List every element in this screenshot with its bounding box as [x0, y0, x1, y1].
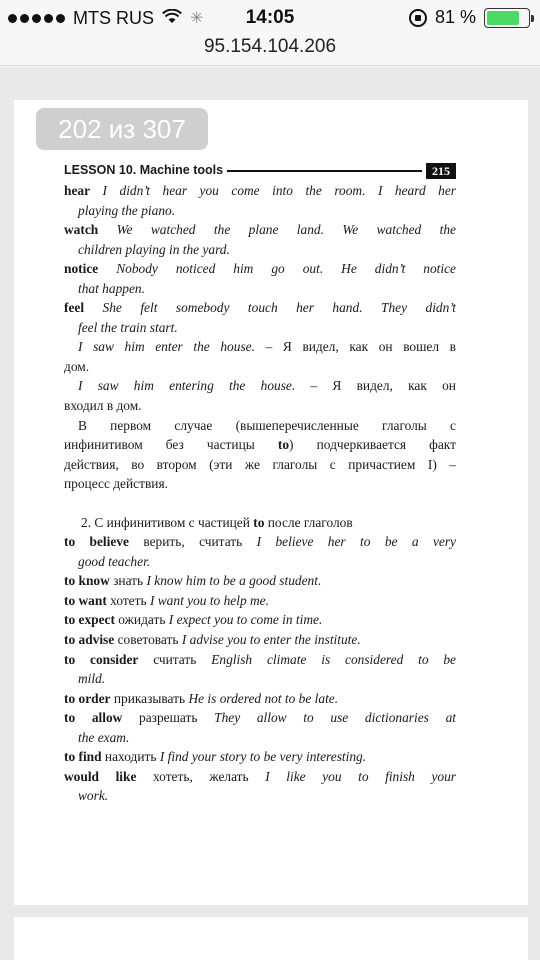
carrier-name: MTS RUS	[73, 7, 154, 28]
text-run: процесс действия.	[64, 476, 168, 492]
text-line	[64, 669, 456, 689]
term: to order	[64, 690, 111, 706]
example-text: good teacher.	[78, 553, 151, 569]
text-run: советовать	[114, 632, 182, 648]
text-line	[64, 337, 456, 357]
example-text: children playing in the yard.	[78, 241, 230, 257]
text-run: разрешать	[122, 710, 215, 726]
text-line	[64, 728, 456, 748]
text-line	[64, 591, 456, 611]
text-line	[64, 455, 456, 475]
example-text: playing the piano.	[78, 202, 176, 218]
text-lines	[64, 181, 456, 806]
text-line	[64, 474, 456, 494]
term: to advise	[64, 632, 115, 648]
text-line	[64, 376, 456, 396]
battery-icon	[484, 8, 530, 28]
text-run: Я видел, как он	[332, 378, 456, 394]
battery-fill	[487, 11, 519, 25]
battery-percent: 81 %	[434, 7, 476, 27]
text-run: верить, считать	[128, 534, 257, 550]
text-line	[64, 747, 456, 767]
status-bar	[0, 0, 540, 36]
example-text: She felt somebody touch her hand. They didn’t	[84, 300, 456, 316]
text-line	[64, 201, 456, 221]
example-text: I find your story to be very interesting.	[159, 749, 367, 765]
term: to allow	[64, 710, 123, 726]
text-line	[64, 610, 456, 630]
text-run: ожидать	[114, 612, 169, 628]
text-line	[64, 708, 456, 728]
text-line	[64, 416, 456, 436]
header-rule	[227, 170, 422, 172]
example-text: English climate is considered to be	[211, 651, 456, 667]
text-line	[64, 259, 456, 279]
next-document-page	[14, 917, 528, 960]
example-text: I believe her to be a very	[256, 534, 456, 550]
text-line	[64, 298, 456, 318]
example-text: work.	[78, 788, 109, 804]
text-run: Я видел, как он вошел в	[282, 339, 456, 355]
text-run: считать	[138, 651, 212, 667]
example-text: We watched the plane land. We watched the	[98, 222, 456, 238]
text-line	[64, 240, 456, 260]
example-text: I saw him entering the house. –	[78, 378, 333, 394]
term: watch	[64, 222, 99, 238]
example-text: I know him to be a good student.	[146, 573, 322, 589]
text-line	[64, 650, 456, 670]
text-line	[64, 220, 456, 240]
text-line	[64, 689, 456, 709]
url-bar[interactable]	[0, 36, 540, 66]
blank-line	[64, 494, 456, 513]
example-text: Nobody noticed him go out. He didn’t notice	[98, 261, 456, 277]
text-line	[64, 181, 456, 201]
example-text: I like you to finish your	[265, 768, 456, 784]
text-line	[64, 396, 456, 416]
text-line	[64, 630, 456, 650]
example-text: I didn’t hear you come into the room. I heard her	[90, 183, 456, 198]
term: to know	[64, 573, 110, 589]
example-text: mild.	[78, 671, 106, 687]
term: to want	[64, 592, 107, 608]
example-text: I want you to help me.	[149, 592, 269, 608]
text-line	[64, 767, 456, 787]
text-line	[64, 279, 456, 299]
page-counter: 202 из 307	[36, 108, 208, 150]
status-right	[409, 7, 530, 28]
term: hear	[64, 183, 91, 198]
page-text	[64, 161, 456, 806]
term: to	[277, 437, 290, 453]
text-run: приказывать	[110, 690, 189, 706]
url-text[interactable]: 95.154.104.206	[203, 36, 337, 57]
term: to find	[64, 749, 102, 765]
page-header	[64, 161, 456, 181]
text-line	[64, 571, 456, 591]
text-line	[64, 552, 456, 572]
term: feel	[64, 300, 85, 316]
text-run: инфинитивом без частицы	[64, 437, 278, 453]
example-text: He is ordered not to be late.	[188, 690, 339, 706]
text-line	[64, 513, 456, 533]
term: to consider	[64, 651, 139, 667]
term: to expect	[64, 612, 115, 628]
example-text: feel the train start.	[78, 319, 178, 335]
text-line	[64, 532, 456, 552]
activity-spinner-icon: ✳	[190, 10, 204, 27]
term: would like	[64, 768, 137, 784]
orientation-lock-icon	[409, 9, 427, 27]
text-run: дом.	[64, 358, 90, 374]
text-run: ) подчеркивается факт	[289, 437, 456, 453]
lesson-title: LESSON 10. Machine tools	[64, 163, 224, 178]
text-line	[64, 786, 456, 806]
page-number: 215	[426, 163, 456, 179]
term: to	[253, 514, 265, 530]
term: notice	[64, 261, 99, 277]
example-text: the exam.	[78, 729, 130, 745]
text-run: действия, во втором (эти же глаголы с причастием I) –	[64, 456, 456, 472]
example-text: They allow to use dictionaries at	[214, 710, 456, 726]
text-line	[64, 357, 456, 377]
example-text: I saw him enter the house. –	[78, 339, 283, 355]
text-line	[64, 318, 456, 338]
text-line	[64, 435, 456, 455]
example-text: I advise you to enter the institute.	[181, 632, 361, 648]
text-run: В первом случае (вышеперечисленные глаголы с	[78, 417, 456, 433]
term: to believe	[64, 534, 129, 550]
text-run: хотеть, желать	[136, 768, 266, 784]
text-run: знать	[109, 573, 147, 589]
example-text: I expect you to come in time.	[168, 612, 323, 628]
text-run: хотеть	[106, 592, 150, 608]
clock: 14:05	[245, 7, 295, 28]
text-run: после глаголов	[264, 514, 353, 530]
text-run: входил в дом.	[64, 398, 142, 414]
text-run: 2. С инфинитивом с частицей	[81, 514, 254, 530]
text-run: находить	[101, 749, 160, 765]
example-text: that happen.	[78, 280, 145, 296]
